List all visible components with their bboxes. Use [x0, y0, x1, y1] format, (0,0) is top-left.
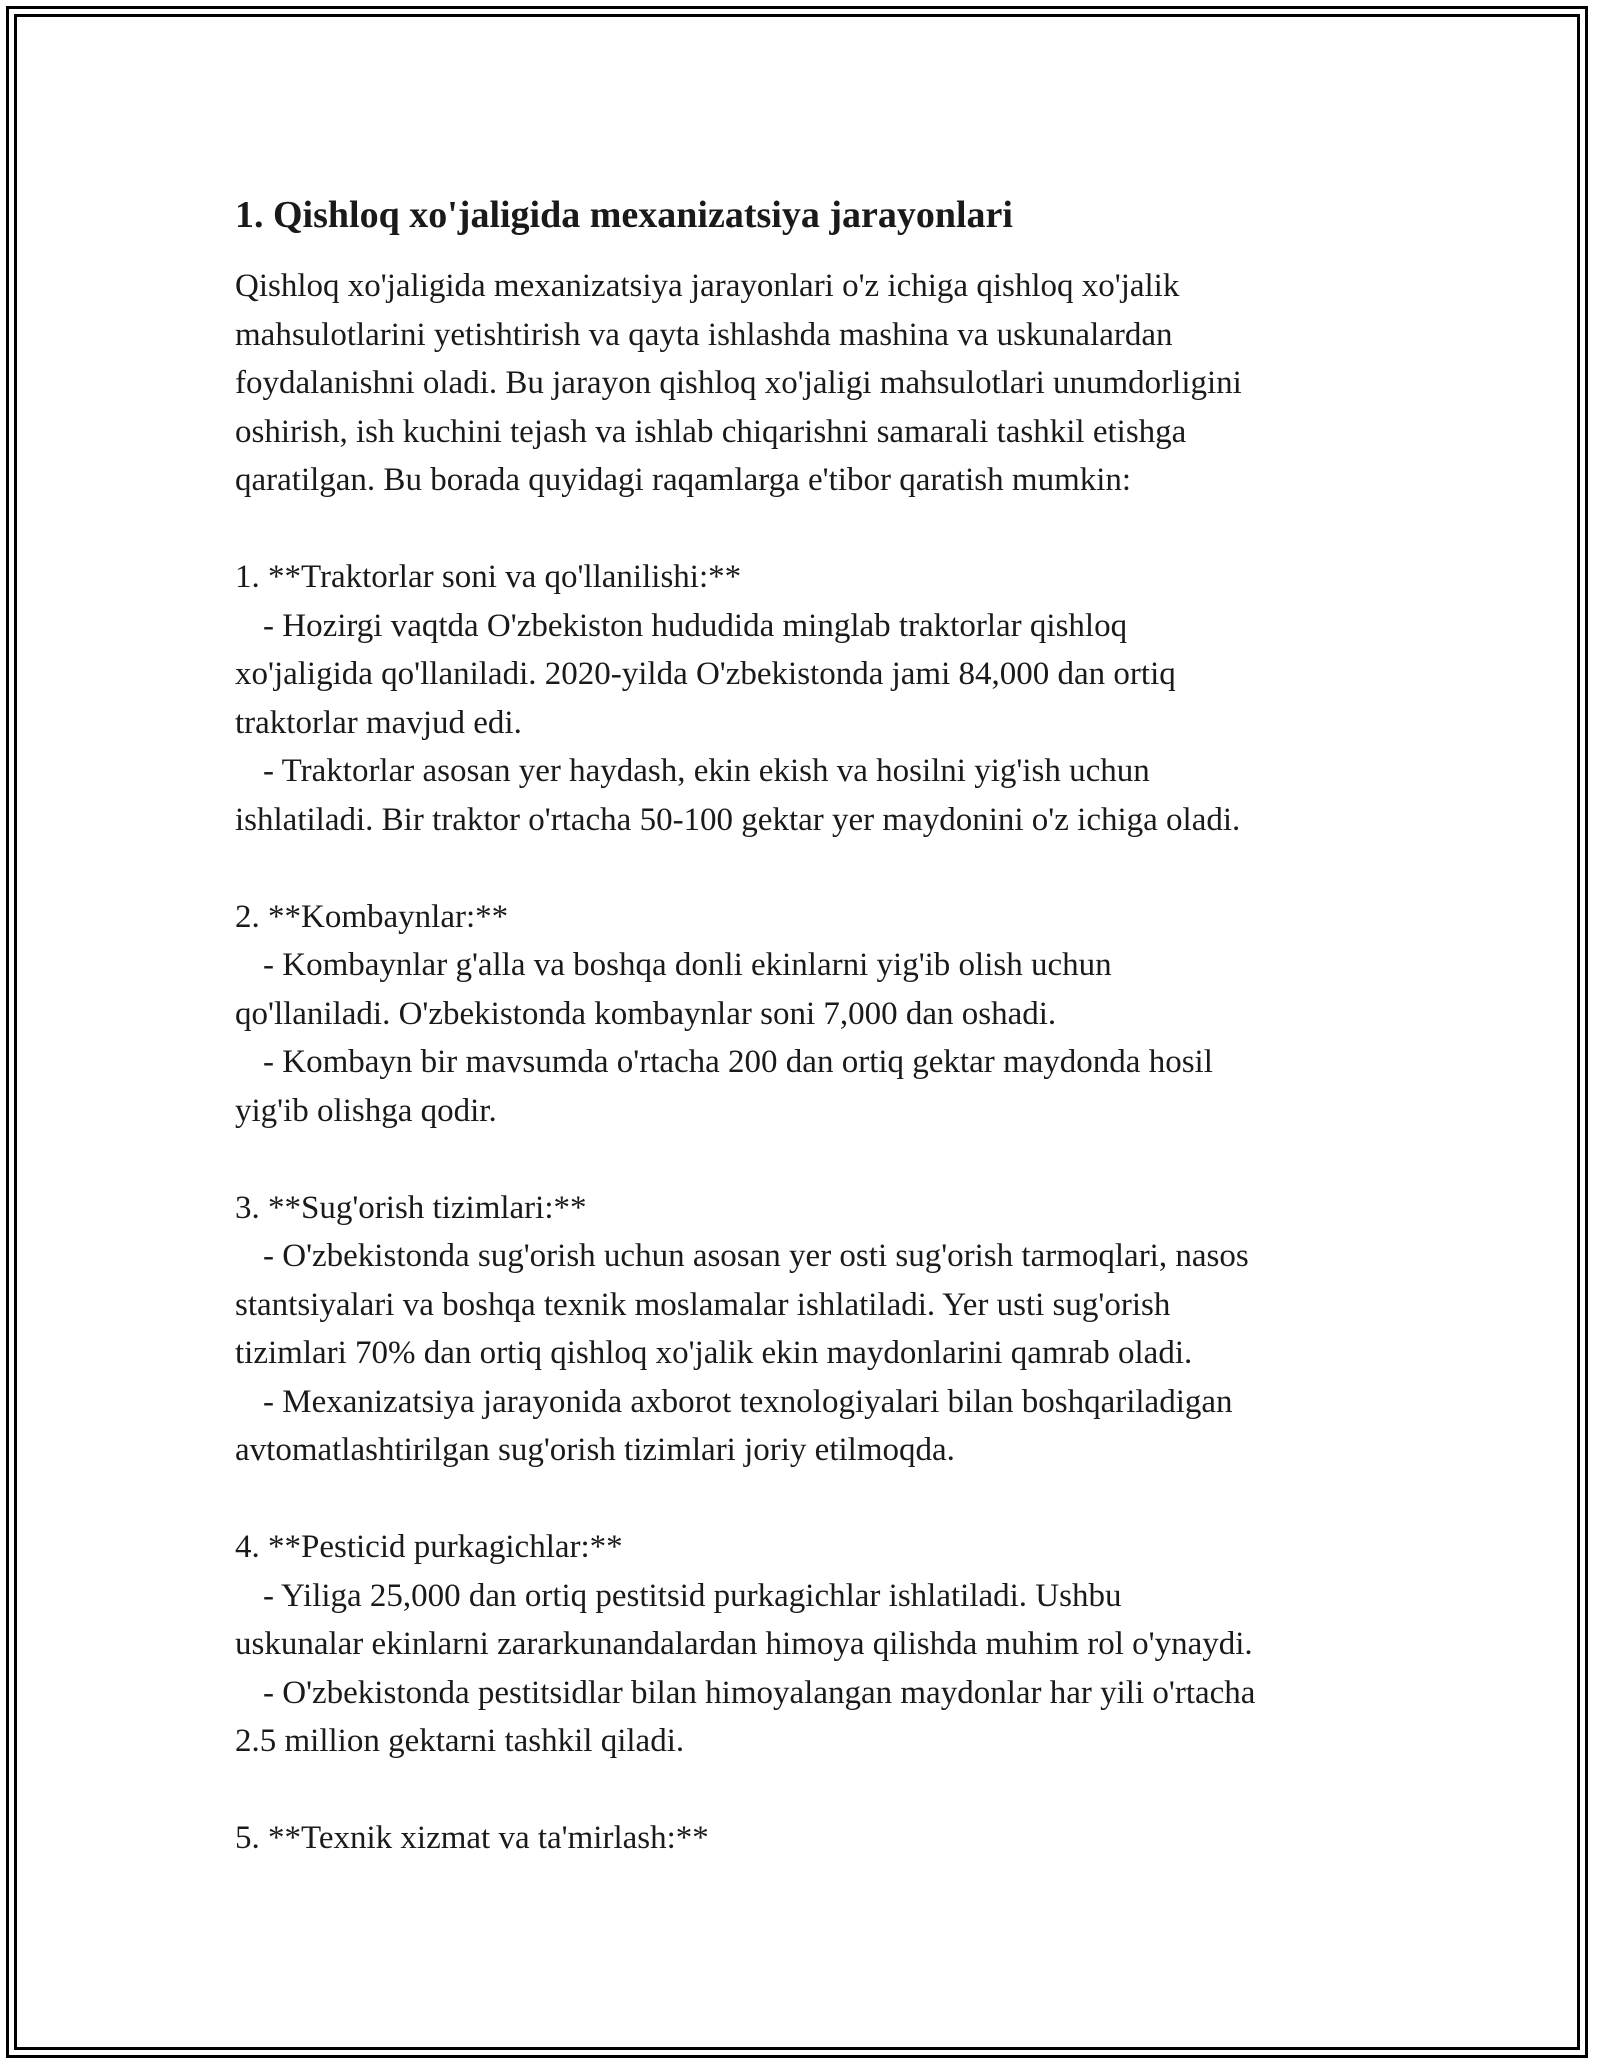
section-line: - Traktorlar asosan yer haydash, ekin ekish va hosilni yig'ish uchun [263, 753, 1150, 789]
section-heading: 5. **Texnik xizmat va ta'mirlash:** [235, 1820, 709, 1856]
section-line: - Yiliga 25,000 dan ortiq pestitsid purkagichlar ishlatiladi. Ushbu [263, 1577, 1122, 1614]
intro-line: qaratilgan. Bu borada quyidagi raqamlarga e'tibor qaratish mumkin: [235, 462, 1132, 498]
section-heading: 1. **Traktorlar soni va qo'llanilishi:** [235, 559, 742, 595]
section-line: - Hozirgi vaqtda O'zbekiston hududida minglab traktorlar qishloq [263, 607, 1128, 644]
intro-line: mahsulotlarini yetishtirish va qayta ishlashda mashina va uskunalardan [235, 316, 1173, 353]
section-line: ishlatiladi. Bir traktor o'rtacha 50-100 gektar yer maydonini o'z ichiga oladi. [235, 801, 1241, 838]
section-line: stantsiyalari va boshqa texnik moslamalar ishlatiladi. Yer usti sug'orish [235, 1286, 1171, 1323]
intro-line: foydalanishni oladi. Bu jarayon qishloq xo'jaligi mahsulotlari unumdorligini [235, 365, 1242, 401]
intro-line: oshirish, ish kuchini tejash va ishlab chiqarishni samarali tashkil etishga [235, 413, 1187, 450]
section-line: xo'jaligida qo'llaniladi. 2020-yilda O'zbekistonda jami 84,000 dan ortiq [235, 656, 1176, 692]
intro-line: Qishloq xo'jaligida mexanizatsiya jarayonlari o'z ichiga qishloq xo'jalik [235, 268, 1180, 304]
section-line: - Mexanizatsiya jarayonida axborot texnologiyalari bilan boshqariladigan [263, 1383, 1233, 1420]
section-line: traktorlar mavjud edi. [235, 704, 522, 741]
section-line: - Kombayn bir mavsumda o'rtacha 200 dan ortiq gektar maydonda hosil [263, 1044, 1213, 1080]
section-line: tizimlari 70% dan ortiq qishloq xo'jalik ekin maydonlarini qamrab oladi. [235, 1335, 1193, 1371]
section-line: uskunalar ekinlarni zararkunandalardan himoya qilishda muhim rol o'ynaydi. [235, 1626, 1253, 1662]
section-line: - O'zbekistonda pestitsidlar bilan himoyalangan maydonlar har yili o'rtacha [263, 1674, 1256, 1711]
section-heading: 2. **Kombaynlar:** [235, 898, 509, 935]
intro-paragraph [235, 262, 1415, 505]
section-line: - O'zbekistonda sug'orish uchun asosan yer osti sug'orish tarmoqlari, nasos [263, 1238, 1249, 1274]
section-maintenance [235, 1814, 1415, 1863]
section-heading: 3. **Sug'orish tizimlari:** [235, 1189, 587, 1226]
section-line: avtomatlashtirilgan sug'orish tizimlari joriy etilmoqda. [235, 1432, 955, 1468]
section-line: - Kombaynlar g'alla va boshqa donli ekinlarni yig'ib olish uchun [263, 947, 1112, 983]
section-line: qo'llaniladi. O'zbekistonda kombaynlar soni 7,000 dan oshadi. [235, 995, 1057, 1032]
section-sprayers [235, 1523, 1415, 1766]
section-line: 2.5 million gektarni tashkil qiladi. [235, 1723, 685, 1759]
section-combines [235, 893, 1415, 1136]
section-heading: 4. **Pesticid purkagichlar:** [235, 1529, 623, 1565]
section-tractors [235, 553, 1415, 844]
document-title: 1. Qishloq xo'jaligida mexanizatsiya jarayonlari [235, 194, 1013, 236]
section-line: yig'ib olishga qodir. [235, 1092, 497, 1129]
document-body [235, 188, 1415, 1863]
section-irrigation [235, 1184, 1415, 1475]
